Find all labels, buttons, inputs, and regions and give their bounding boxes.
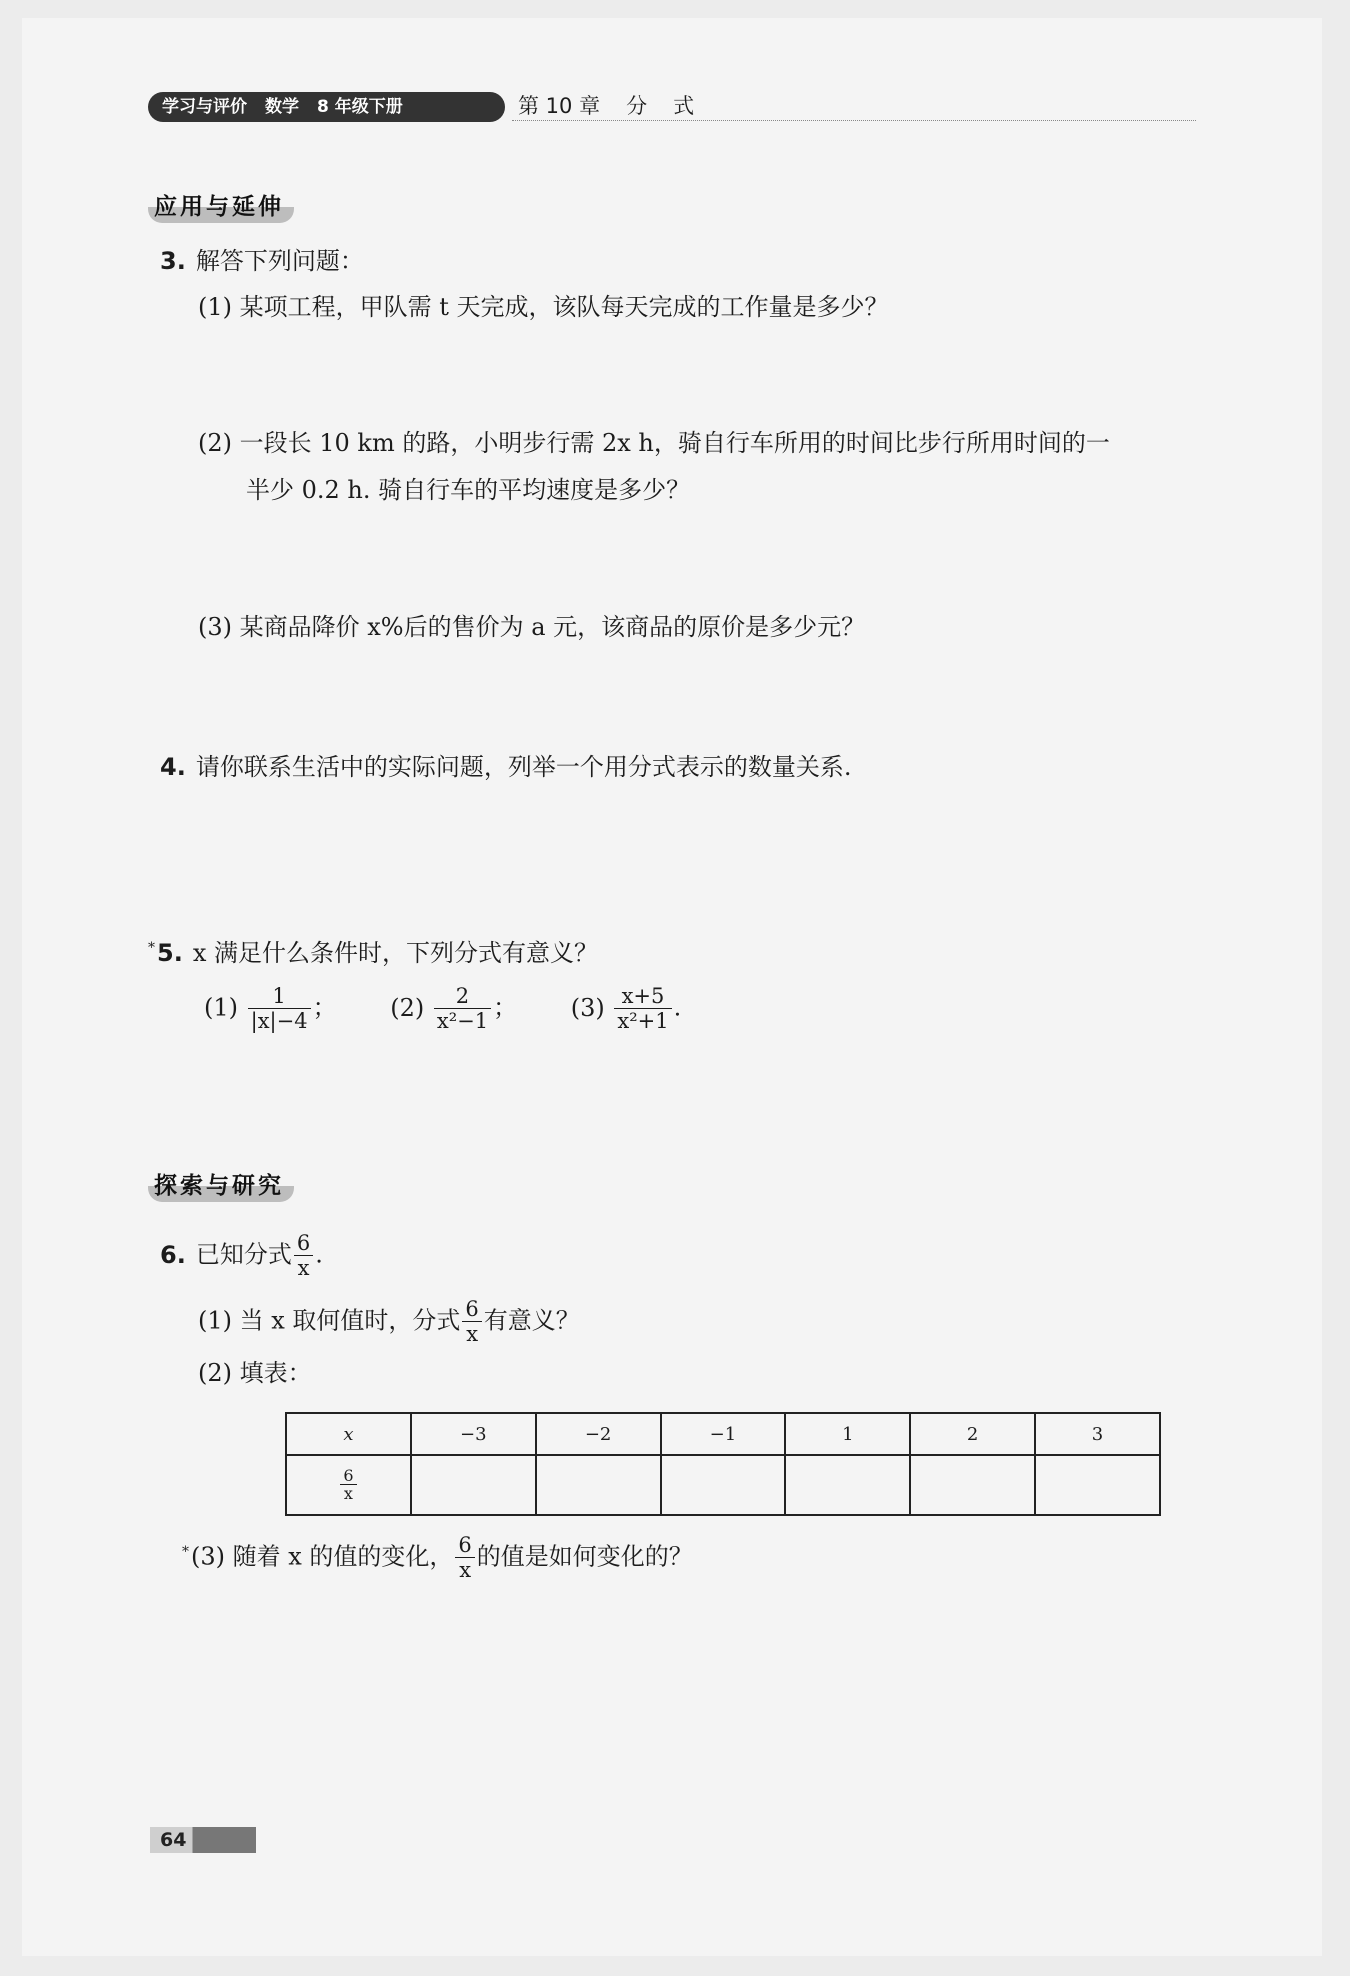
fraction-1-numerator: 1: [272, 984, 286, 1008]
chapter-name-1: 分: [626, 94, 648, 118]
fraction-2: [434, 985, 491, 1033]
table-answer-cell-3[interactable]: [661, 1455, 786, 1515]
fraction-numerator: 6: [296, 1231, 311, 1255]
table-fraction-numerator: 6: [343, 1465, 354, 1485]
optional-star: *: [182, 1543, 189, 1560]
table-row-value: [286, 1455, 1160, 1515]
question-text: 已知分式: [195, 1240, 292, 1269]
question-3-part-1: (1) 某项工程，甲队需 t 天完成，该队每天完成的工作量是多少？: [198, 293, 889, 321]
part-3-text-after: 的值是如何变化的？: [476, 1542, 693, 1571]
question-6: [160, 1232, 323, 1280]
fraction-3-denominator: x²+1: [614, 1008, 671, 1033]
fraction-6-over-x: [462, 1298, 481, 1346]
table-cell-x-4: 1: [785, 1413, 910, 1455]
question-4: [160, 752, 851, 783]
table-answer-cell-2[interactable]: [536, 1455, 661, 1515]
question-5-fractions: [204, 985, 681, 1033]
section-title-apply: 应用与延伸: [148, 188, 294, 223]
fraction-3-numerator: x+5: [621, 984, 665, 1008]
grade: 8 年级下册: [317, 97, 403, 117]
table-answer-cell-1[interactable]: [411, 1455, 536, 1515]
fraction-1-end: ；: [312, 993, 337, 1022]
fraction-2-denominator: x²−1: [434, 1008, 491, 1033]
question-number: 6.: [160, 1240, 186, 1269]
table-cell-x-3: −1: [661, 1413, 786, 1455]
fraction-2-end: ；: [493, 993, 518, 1022]
question-3-part-2-line-2: 半少 0.2 h. 骑自行车的平均速度是多少？: [246, 476, 691, 504]
book-header-badge: [148, 92, 505, 122]
question-number: 5.: [157, 939, 183, 967]
question-3: [160, 246, 364, 277]
fraction-numerator: 6: [465, 1297, 479, 1321]
table-answer-cell-4[interactable]: [785, 1455, 910, 1515]
part-1-text-before: (1) 当 x 取何值时，分式: [198, 1306, 461, 1335]
table-cell-x-5: 2: [910, 1413, 1035, 1455]
table-header-x: x: [286, 1413, 411, 1455]
fraction-denominator: x: [455, 1557, 474, 1582]
question-text: 解答下列问题：: [195, 247, 364, 275]
question-end: .: [315, 1240, 323, 1269]
question-text: 请你联系生活中的实际问题，列举一个用分式表示的数量关系.: [195, 753, 852, 781]
fraction-denominator: x: [294, 1255, 313, 1280]
question-text: x 满足什么条件时，下列分式有意义？: [192, 939, 598, 967]
label-2: (2): [390, 993, 425, 1022]
fraction-denominator: x: [462, 1321, 481, 1346]
question-number: 3.: [160, 247, 186, 275]
question-number: 4.: [160, 753, 186, 781]
book-title: 学习与评价: [162, 97, 247, 117]
subject: 数学: [265, 97, 299, 117]
fraction-numerator: 6: [458, 1533, 472, 1557]
chapter-name-2: 式: [673, 94, 695, 118]
question-6-part-2: (2) 填表：: [198, 1359, 312, 1387]
fraction-1-denominator: |x|−4: [248, 1008, 311, 1033]
table-header-fraction: [286, 1455, 411, 1515]
optional-star: *: [148, 940, 155, 956]
table-fraction-denominator: x: [340, 1484, 356, 1503]
fraction-3: [614, 985, 671, 1033]
table-answer-cell-6[interactable]: [1035, 1455, 1160, 1515]
table-cell-x-1: −3: [411, 1413, 536, 1455]
part-3-text-before: (3) 随着 x 的值的变化，: [191, 1542, 454, 1571]
fraction-1: [248, 985, 311, 1033]
fraction-6-over-x: [294, 1232, 313, 1280]
label-3: (3): [570, 993, 605, 1022]
table-row-x: [286, 1413, 1160, 1455]
question-5: [148, 938, 598, 969]
table-answer-cell-5[interactable]: [910, 1455, 1035, 1515]
question-3-part-3: (3) 某商品降价 x%后的售价为 a 元，该商品的原价是多少元？: [198, 613, 866, 641]
page-number: 64: [150, 1827, 256, 1853]
fraction-3-end: .: [673, 993, 682, 1022]
part-1-text-after: 有意义？: [483, 1306, 580, 1335]
section-title-explore: 探索与研究: [148, 1167, 294, 1202]
fraction-2-numerator: 2: [455, 984, 470, 1008]
label-1: (1): [204, 993, 238, 1022]
header-divider: [512, 120, 1196, 121]
table-cell-x-2: −2: [536, 1413, 661, 1455]
fraction-6-over-x: [455, 1534, 474, 1582]
question-6-part-1: [198, 1298, 580, 1346]
question-6-part-3: [182, 1534, 693, 1582]
question-3-part-2-line-1: (2) 一段长 10 km 的路，小明步行需 2x h，骑自行车所用的时间比步行所用时间的一: [198, 429, 1110, 457]
fill-in-table: [285, 1412, 1161, 1516]
table-cell-x-6: 3: [1035, 1413, 1160, 1455]
chapter-heading: [518, 90, 694, 120]
chapter-number: 第 10 章: [518, 94, 601, 118]
